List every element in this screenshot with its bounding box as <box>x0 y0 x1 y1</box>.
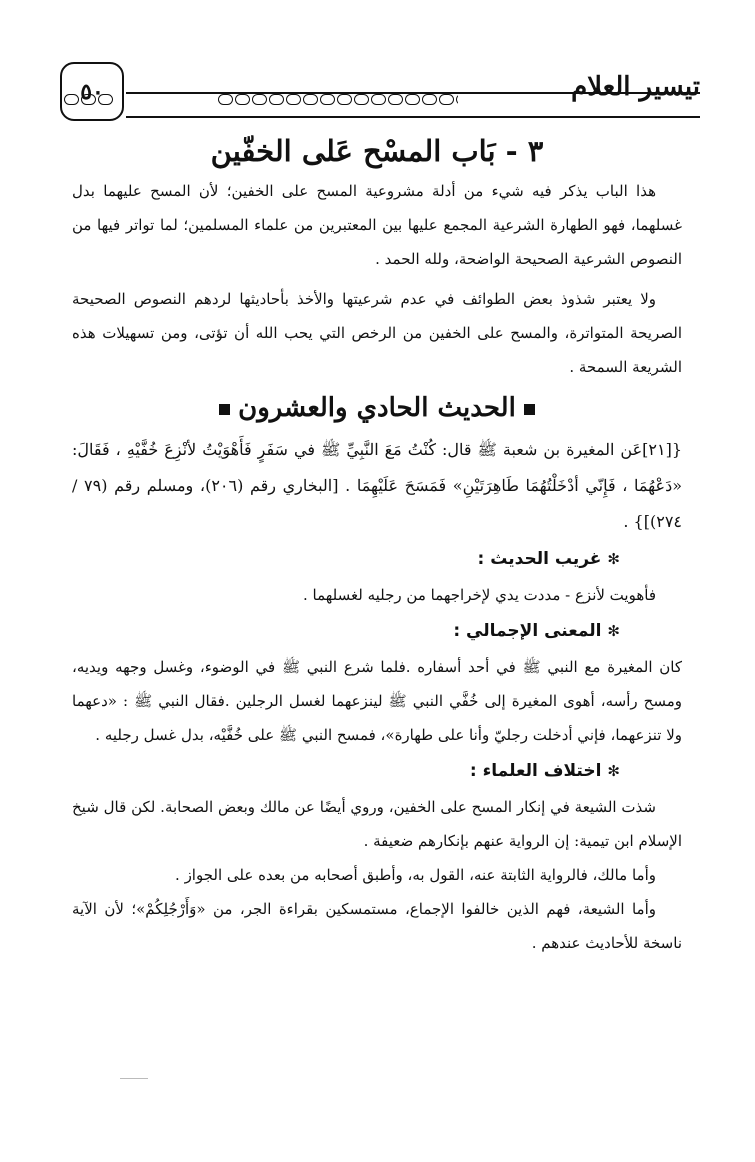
scan-mark <box>120 1078 148 1079</box>
page-number: ٥٠ <box>60 62 124 121</box>
intro-paragraph-2: ولا يعتبر شذوذ بعض الطوائف في عدم شرعيتها والأخذ بأحاديثها لردهم النصوص الصحيحة الصريحة المتواترة، والمسح على الخفين من الرخص التي يحب الله أن تؤتى، ومن تسهيلات هذه الشريعة السمحة . <box>72 290 682 376</box>
chain-link <box>98 94 113 105</box>
chain-link <box>439 94 454 105</box>
gharib-text: فأهويت لأنزع - مددت يدي لإخراجهما من رجليه لغسلهما . <box>302 586 656 604</box>
section-heading-ikhtilaf <box>72 752 682 790</box>
chain-link <box>320 94 335 105</box>
hadith-title <box>72 384 682 432</box>
star-icon: ✻ <box>607 762 620 780</box>
square-bullet-icon <box>524 404 535 415</box>
chain-link <box>405 94 420 105</box>
chain-ornament-small <box>64 88 112 110</box>
chapter-title: ٣ - بَاب المسْح عَلى الخفّين <box>210 134 544 168</box>
section-heading-text: المعنى الإجمالي : <box>453 621 602 641</box>
chain-link <box>456 94 458 105</box>
page-content <box>72 128 682 960</box>
chain-link <box>388 94 403 105</box>
ikhtilaf-paragraph-1: شذت الشيعة في إنكار المسح على الخفين، وروي أيضًا عن مالك وبعض الصحابة. لكن قال شيخ الإسلام ابن تيمية: إن الرواية عنهم بإنكارهم ضعيفة . <box>72 798 682 850</box>
section-heading-gharib <box>72 540 682 578</box>
star-icon: ✻ <box>607 622 620 640</box>
chain-link <box>252 94 267 105</box>
square-bullet-icon <box>219 404 230 415</box>
chain-link <box>218 94 233 105</box>
chain-link <box>354 94 369 105</box>
section-heading-text: اختلاف العلماء : <box>469 761 602 781</box>
section-heading-maana <box>72 612 682 650</box>
chain-link <box>235 94 250 105</box>
chain-link <box>81 94 96 105</box>
chain-link <box>303 94 318 105</box>
chain-link <box>286 94 301 105</box>
book-title: تيسير العلام <box>571 72 700 102</box>
header-rule-bottom <box>126 116 700 118</box>
page-header <box>60 62 700 132</box>
ikhtilaf-paragraph-2: وأما مالك، فالرواية الثابتة عنه، القول به، وأطبق أصحابه من بعده على الجواز . <box>175 866 656 884</box>
chain-link <box>64 94 79 105</box>
ikhtilaf-paragraph-3: وأما الشيعة، فهم الذين خالفوا الإجماع، مستمسكين بقراءة الجر، من «وَأَرْجُلِكُمْ»؛ لأن الآية ناسخة للأحاديث عندهم . <box>72 900 682 952</box>
chain-link <box>422 94 437 105</box>
star-icon: ✻ <box>607 550 620 568</box>
intro-paragraph-1: هذا الباب يذكر فيه شيء من أدلة مشروعية المسح على الخفين؛ لأن المسح عليهما بدل غسلهما، فهو الطهارة الشرعية المجمع عليها بين المعتبرين من علماء المسلمين؛ لما تواتر فيها من النصوص الشرعية الصحيحة الواضحة، ولله الحمد . <box>72 182 682 268</box>
chain-link <box>269 94 284 105</box>
chain-link <box>371 94 386 105</box>
hadith-title-text: الحديث الحادي والعشرون <box>238 393 516 423</box>
chain-link <box>337 94 352 105</box>
chain-ornament <box>218 88 458 110</box>
hadith-text: {[٢١]عَن المغيرة بن شعبة ﷺ قال: كُنْتُ مَعَ النَّبِيِّ ﷺ في سَفَرٍ فَأَهْوَيْتُ لأنْزِعَ خُفَّيْهِ ، فَقَالَ: «دَعْهُمَا ، فَإِنّي أدْخَلْتُهُمَا طَاهِرَتَيْنِ» فَمَسَحَ عَلَيْهِمَا . [البخاري رقم (٢٠٦)، ومسلم رقم (٧٩ / ٢٧٤)]} . <box>72 440 682 531</box>
maana-text: كان المغيرة مع النبي ﷺ في أحد أسفاره .فلما شرع النبي ﷺ في الوضوء، وغسل وجهه ويديه، ومسح رأسه، أهوى المغيرة إلى خُفَّي النبي ﷺ لينزعهما لغسل الرجلين .فقال النبي ﷺ : «دعهما ولا تنزعهما، فإني أدخلت رجليّ وأنا على طهارة»، فمسح النبي ﷺ على خُفَّيْه، بدل غسل رجليه . <box>72 658 682 744</box>
section-heading-text: غريب الحديث : <box>477 549 602 569</box>
